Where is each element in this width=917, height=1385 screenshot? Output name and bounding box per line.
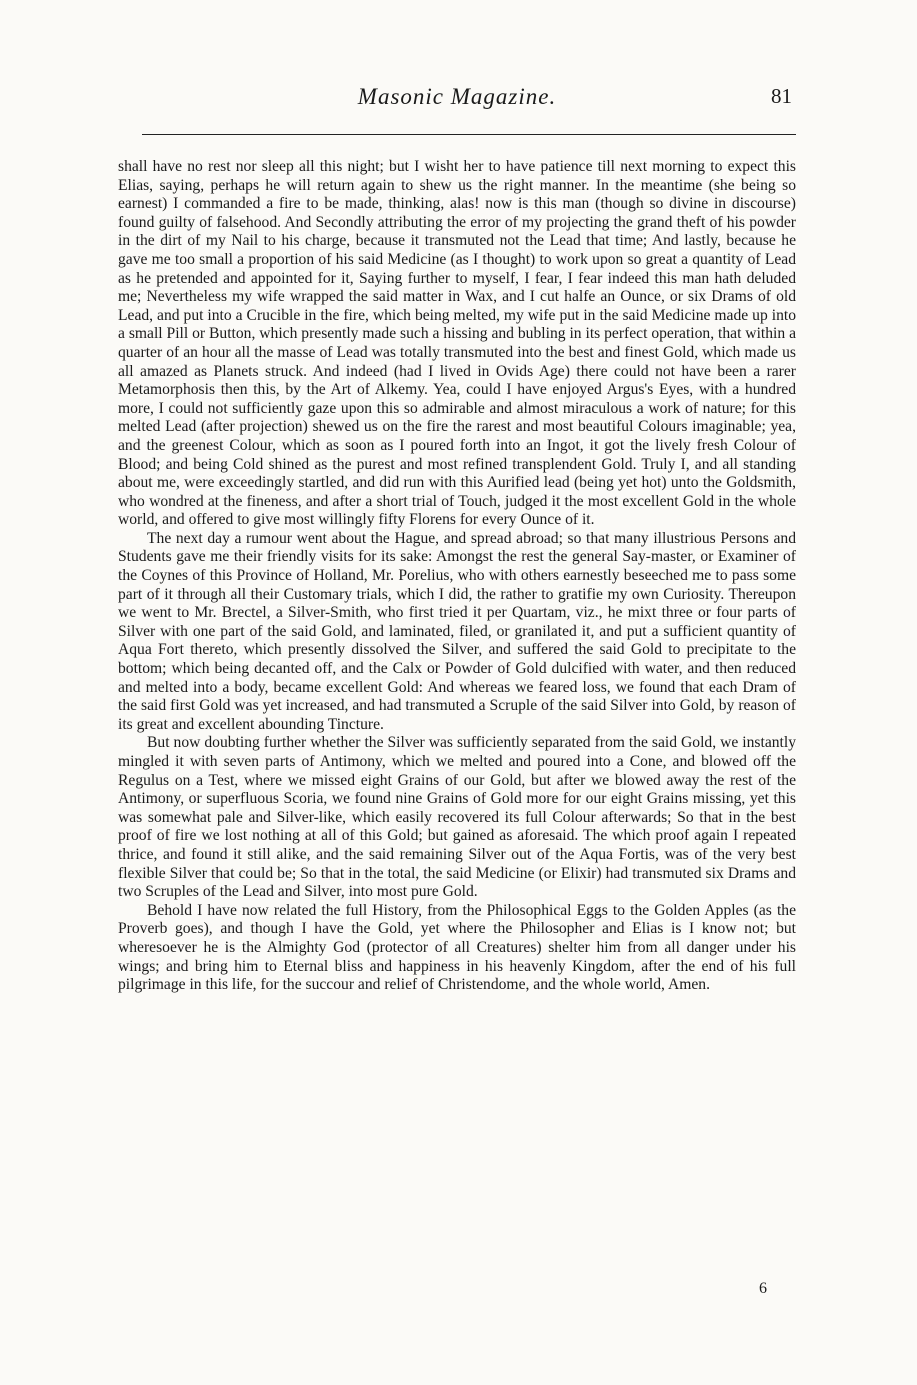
signature-mark: 6 bbox=[759, 1280, 767, 1297]
paragraph: But now doubting further whether the Silver was sufficiently separated from the said Gold, we instantly mingled it with seven parts of Antimony, which we melted and poured into a Cone, and blowed off the Regulus on a Test, where we missed eight Grains of our Gold, but after we blowed away the rest of the Antimony, or superfluous Scoria, we found nine Grains of Gold more for our eight Grains missing, yet this was somewhat pale and Silver-like, which easily recovered its full Colour afterwards; So that in the best proof of fire we lost nothing at all of this Gold; but gained as aforesaid. The which proof again I repeated thrice, and found it still alike, and the said remaining Silver out of the Aqua Fortis, was of the very best flexible Silver that could be; So that in the total, the said Medicine (or Elixir) had transmuted six Drams and two Scruples of the Lead and Silver, into most pure Gold. bbox=[118, 734, 796, 901]
paragraph: Behold I have now related the full History, from the Philosophical Eggs to the Golden Apples (as the Proverb goes), and though I have the Gold, yet where the Philosopher and Elias is I know not; but wheresoever he is the Almighty God (protector of all Creatures) shelter him from all danger under his wings; and bring him to Eternal bliss and happiness in his heavenly Kingdom, after the end of his full pilgrimage in this life, for the succour and relief of Christendome, and the whole world, Amen. bbox=[118, 901, 796, 994]
paragraph: The next day a rumour went about the Hague, and spread abroad; so that many illustrious Persons and Students gave me their friendly visits for its sake: Amongst the rest the general Say-master, or Examiner of the Coynes of this Province of Holland, Mr. Porelius, who with others earnestly beseeched me to pass some part of it through all their Customary trials, which I did, the rather to gratifie my own Curiosity. Thereupon we went to Mr. Brectel, a Silver-Smith, who first tried it per Quartam, viz., he mixt three or four parts of Silver with one part of the said Gold, and laminated, filed, or granilated it, and put a sufficient quantity of Aqua Fort thereto, which presently dissolved the Silver, and suffered the said Gold to precipitate to the bottom; which being decanted off, and the Calx or Powder of Gold dulcified with water, and then reduced and melted into a body, became excellent Gold: And whereas we feared loss, we found that each Dram of the said first Gold was yet increased, and had transmuted a Scruple of the said Silver into Gold, by reason of its great and excellent abounding Tincture. bbox=[118, 529, 796, 733]
page-header bbox=[118, 74, 796, 134]
running-title: Masonic Magazine. bbox=[357, 84, 557, 109]
header-rule bbox=[142, 134, 796, 135]
page-number: 81 bbox=[771, 84, 792, 108]
paragraph: shall have no rest nor sleep all this night; but I wisht her to have patience till next morning to expect this Elias, saying, perhaps he will return again to shew us the right manner. In the meantime (she being so earnest) I commanded a fire to be made, thinking, alas! now is this man (though so divine in discourse) found guilty of falsehood. And Secondly attributing the error of my projecting the grand theft of his powder in the dirt of my Nail to his charge, because it transmuted not the Lead that time; And lastly, because he gave me too small a proportion of his said Medicine (as I thought) to work upon so great a quantity of Lead as he pretended and appointed for it, Saying further to myself, I fear, I fear indeed this man hath deluded me; Nevertheless my wife wrapped the said matter in Wax, and I cut halfe an Ounce, or six Drams of old Lead, and put into a Crucible in the fire, which being melted, my wife put in the said Medicine made up into a small Pill or Button, which presently made such a hissing and bubling in its perfect operation, that within a quarter of an hour all the masse of Lead was totally transmuted into the best and finest Gold, which made us all amazed as Planets struck. And indeed (had I lived in Ovids Age) there could not have been a rarer Metamorphosis then this, by the Art of Alkemy. Yea, could I have enjoyed Argus's Eyes, with a hundred more, I could not sufficiently gaze upon this so admirable and almost miraculous a work of nature; for this melted Lead (after projection) shewed us on the fire the rarest and most beautiful Colours imaginable; yea, and the greenest Colour, which as soon as I poured forth into an Ingot, it got the lively fresh Colour of Blood; and being Cold shined as the purest and most refined transplendent Gold. Truly I, and all standing about me, were exceedingly startled, and did run with this Aurified lead (being yet hot) unto the Goldsmith, who wondred at the fineness, and after a short trial of Touch, judged it the most excellent Gold in the whole world, and offered to give most willingly fifty Florens for every Ounce of it. bbox=[118, 158, 796, 529]
article-body bbox=[118, 158, 796, 995]
